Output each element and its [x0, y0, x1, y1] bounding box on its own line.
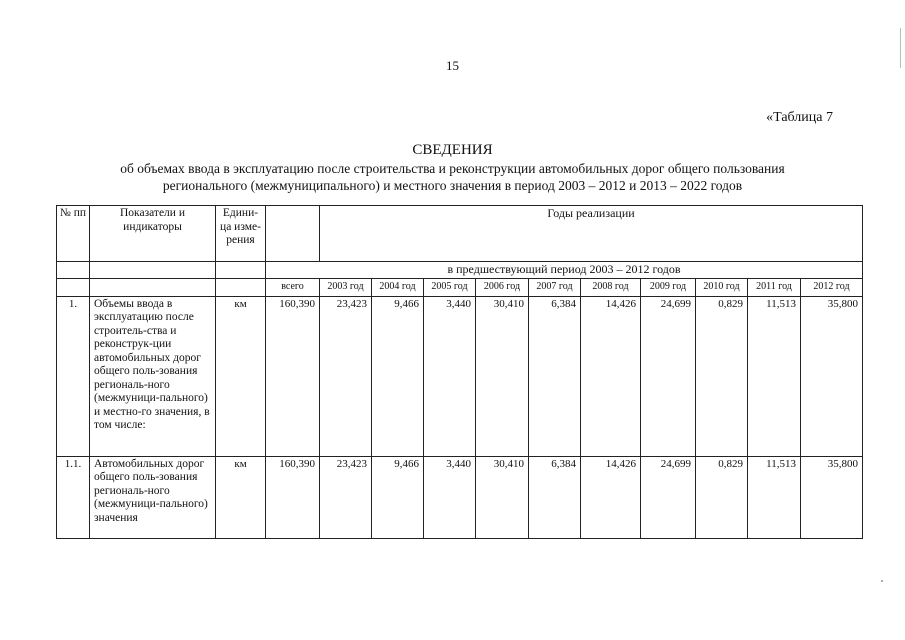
- header-blank: [266, 206, 320, 262]
- scan-speck: [881, 580, 883, 582]
- row-value-2007: 6,384: [529, 296, 581, 456]
- row-value-2005: 3,440: [424, 296, 476, 456]
- row-value-2003: 23,423: [320, 456, 372, 538]
- colhead-blank-3: [216, 278, 266, 296]
- row-value-2010: 0,829: [696, 296, 748, 456]
- row-indicator: Объемы ввода в эксплуатацию после строитель-ства и реконструк-ции автомобильных дорог общего поль-зования региональ-ного (межмуници-пального) и местно-го значения, в том числе:: [90, 296, 216, 456]
- header-unit: Едини-ца изме-рения: [216, 206, 266, 262]
- colhead-2006: 2006 год: [476, 278, 529, 296]
- table-reference: «Таблица 7: [766, 110, 833, 125]
- colhead-2007: 2007 год: [529, 278, 581, 296]
- row-value-2012: 35,800: [801, 296, 863, 456]
- colhead-blank-2: [90, 278, 216, 296]
- row-value-total: 160,390: [266, 456, 320, 538]
- period-label: в предшествующий период 2003 – 2012 годов: [266, 262, 863, 279]
- row-value-2005: 3,440: [424, 456, 476, 538]
- page-number: 15: [446, 58, 459, 73]
- colhead-2003: 2003 год: [320, 278, 372, 296]
- row-value-2009: 24,699: [641, 456, 696, 538]
- header-years: Годы реализации: [320, 206, 863, 262]
- colhead-blank-1: [57, 278, 90, 296]
- row-value-2010: 0,829: [696, 456, 748, 538]
- header-indicators: Показатели и индикаторы: [90, 206, 216, 262]
- colhead-total: всего: [266, 278, 320, 296]
- subtitle-line-2: регионального (межмуниципального) и местного значения в период 2003 – 2012 и 2013 – 2022 годов: [162, 178, 743, 193]
- row-number: 1.1.: [57, 456, 90, 538]
- period-blank-3: [216, 262, 266, 279]
- row-value-2012: 35,800: [801, 456, 863, 538]
- data-table: [56, 205, 863, 539]
- column-header-row: [57, 278, 863, 296]
- row-value-2008: 14,426: [581, 296, 641, 456]
- row-value-2011: 11,513: [748, 296, 801, 456]
- header-row: [57, 206, 863, 254]
- table-row: [57, 456, 863, 538]
- period-row: [57, 262, 863, 279]
- row-value-2008: 14,426: [581, 456, 641, 538]
- row-value-2006: 30,410: [476, 296, 529, 456]
- row-indicator: Автомобильных дорог общего поль-зования региональ-ного (межмуници-пального) значения: [90, 456, 216, 538]
- colhead-2011: 2011 год: [748, 278, 801, 296]
- row-value-2004: 9,466: [372, 456, 424, 538]
- table-row: [57, 296, 863, 456]
- row-value-2006: 30,410: [476, 456, 529, 538]
- colhead-2008: 2008 год: [581, 278, 641, 296]
- row-value-total: 160,390: [266, 296, 320, 456]
- row-unit: км: [216, 456, 266, 538]
- document-title: СВЕДЕНИЯ: [412, 142, 493, 158]
- period-blank-1: [57, 262, 90, 279]
- row-value-2004: 9,466: [372, 296, 424, 456]
- document-subtitle: [50, 160, 855, 194]
- colhead-2010: 2010 год: [696, 278, 748, 296]
- header-number: № пп: [57, 206, 90, 262]
- row-value-2011: 11,513: [748, 456, 801, 538]
- colhead-2004: 2004 год: [372, 278, 424, 296]
- row-unit: км: [216, 296, 266, 456]
- row-value-2009: 24,699: [641, 296, 696, 456]
- colhead-2012: 2012 год: [801, 278, 863, 296]
- row-number: 1.: [57, 296, 90, 456]
- subtitle-line-1: об объемах ввода в эксплуатацию после строительства и реконструкции автомобильных дорог общего пользования: [120, 161, 785, 176]
- row-value-2003: 23,423: [320, 296, 372, 456]
- period-blank-2: [90, 262, 216, 279]
- colhead-2009: 2009 год: [641, 278, 696, 296]
- colhead-2005: 2005 год: [424, 278, 476, 296]
- row-value-2007: 6,384: [529, 456, 581, 538]
